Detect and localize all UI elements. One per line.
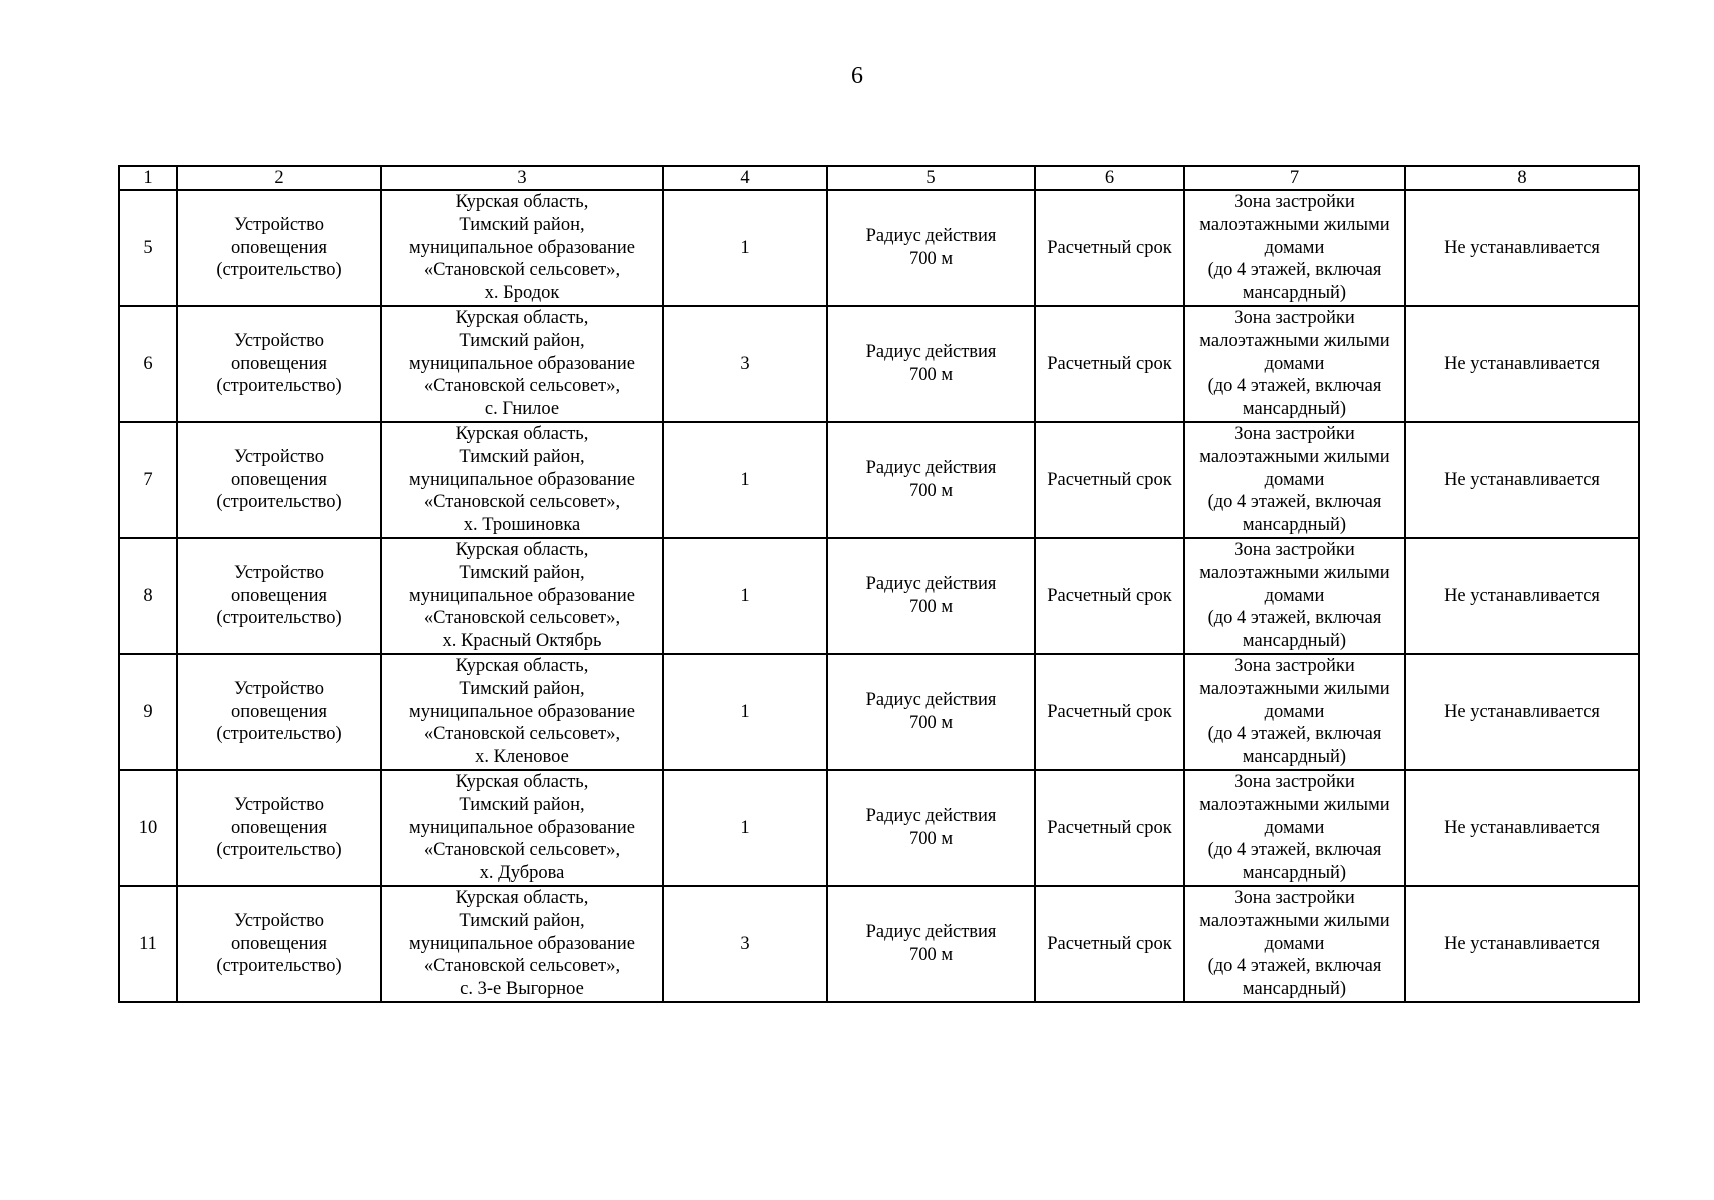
location-cell-line: с. 3-е Выгорное bbox=[460, 979, 584, 1000]
location-cell-line: муниципальное образование bbox=[408, 701, 635, 722]
term-cell: Расчетный срок bbox=[1035, 886, 1184, 1002]
characteristics-cell bbox=[827, 538, 1035, 654]
location-cell-line: х. Трошиновка bbox=[463, 515, 581, 536]
zone-cell-line: домами bbox=[1264, 353, 1325, 374]
location-cell-line: Тимский район, bbox=[459, 330, 585, 351]
location-cell bbox=[381, 538, 663, 654]
header-cell: 6 bbox=[1035, 166, 1184, 190]
quantity-cell: 3 bbox=[663, 886, 827, 1002]
object-cell-line: (строительство) bbox=[216, 260, 342, 281]
zone-cell-line: малоэтажными жилыми bbox=[1199, 678, 1390, 699]
location-cell-line: «Становской сельсовет», bbox=[423, 724, 621, 745]
location-cell-line: х. Бродок bbox=[484, 283, 560, 304]
location-cell-line: муниципальное образование bbox=[408, 585, 635, 606]
zone-cell-line: мансардный) bbox=[1242, 979, 1347, 1000]
zone-cell-line: (до 4 этажей, включая bbox=[1207, 724, 1382, 745]
restriction-cell: Не устанавливается bbox=[1405, 654, 1639, 770]
zone-cell bbox=[1184, 306, 1405, 422]
table-row bbox=[119, 422, 1639, 538]
header-cell: 3 bbox=[381, 166, 663, 190]
zone-cell-line: малоэтажными жилыми bbox=[1199, 214, 1390, 235]
zone-cell-line: Зона застройки bbox=[1234, 192, 1355, 212]
location-cell-line: Курская область, bbox=[455, 887, 589, 908]
facilities-table bbox=[118, 165, 1640, 1003]
characteristics-cell bbox=[827, 654, 1035, 770]
location-cell-line: Курская область, bbox=[455, 771, 589, 792]
restriction-cell: Не устанавливается bbox=[1405, 190, 1639, 306]
location-cell-line: х. Дуброва bbox=[479, 863, 565, 884]
term-cell: Расчетный срок bbox=[1035, 654, 1184, 770]
location-cell-line: муниципальное образование bbox=[408, 933, 635, 954]
object-cell-line: оповещения bbox=[230, 817, 327, 838]
characteristics-cell bbox=[827, 422, 1035, 538]
location-cell-line: Тимский район, bbox=[459, 794, 585, 815]
zone-cell bbox=[1184, 190, 1405, 306]
row-number-cell: 11 bbox=[119, 886, 177, 1002]
zone-cell-line: малоэтажными жилыми bbox=[1199, 446, 1390, 467]
object-cell-line: Устройство bbox=[234, 678, 324, 699]
zone-cell-line: домами bbox=[1264, 817, 1325, 838]
object-cell bbox=[177, 538, 381, 654]
restriction-cell: Не устанавливается bbox=[1405, 886, 1639, 1002]
characteristics-cell-line: 700 м bbox=[908, 364, 954, 385]
zone-cell-line: домами bbox=[1264, 933, 1325, 954]
characteristics-cell-line: Радиус действия bbox=[865, 806, 997, 827]
header-cell: 2 bbox=[177, 166, 381, 190]
location-cell-line: Тимский район, bbox=[459, 562, 585, 583]
location-cell-line: Курская область, bbox=[455, 192, 589, 212]
location-cell-line: х. Красный Октябрь bbox=[442, 631, 602, 652]
zone-cell bbox=[1184, 654, 1405, 770]
header-row bbox=[119, 166, 1639, 190]
zone-cell-line: (до 4 этажей, включая bbox=[1207, 376, 1382, 397]
quantity-cell: 1 bbox=[663, 538, 827, 654]
zone-cell-line: домами bbox=[1264, 701, 1325, 722]
quantity-cell: 1 bbox=[663, 770, 827, 886]
characteristics-cell-line: Радиус действия bbox=[865, 342, 997, 363]
zone-cell-line: мансардный) bbox=[1242, 863, 1347, 884]
object-cell-line: (строительство) bbox=[216, 956, 342, 977]
zone-cell-line: мансардный) bbox=[1242, 747, 1347, 768]
object-cell-line: Устройство bbox=[234, 214, 324, 235]
term-cell: Расчетный срок bbox=[1035, 306, 1184, 422]
characteristics-cell-line: Радиус действия bbox=[865, 574, 997, 595]
zone-cell-line: малоэтажными жилыми bbox=[1199, 330, 1390, 351]
table-row bbox=[119, 886, 1639, 1002]
row-number-cell: 8 bbox=[119, 538, 177, 654]
zone-cell bbox=[1184, 770, 1405, 886]
zone-cell-line: (до 4 этажей, включая bbox=[1207, 956, 1382, 977]
zone-cell bbox=[1184, 886, 1405, 1002]
object-cell-line: (строительство) bbox=[216, 840, 342, 861]
location-cell-line: х. Кленовое bbox=[475, 747, 569, 768]
location-cell-line: Тимский район, bbox=[459, 678, 585, 699]
term-cell: Расчетный срок bbox=[1035, 770, 1184, 886]
location-cell-line: муниципальное образование bbox=[408, 353, 635, 374]
zone-cell-line: Зона застройки bbox=[1234, 539, 1355, 560]
zone-cell-line: (до 4 этажей, включая bbox=[1207, 840, 1382, 861]
characteristics-cell-line: 700 м bbox=[908, 828, 954, 849]
quantity-cell: 1 bbox=[663, 654, 827, 770]
characteristics-cell-line: 700 м bbox=[908, 480, 954, 501]
zone-cell-line: домами bbox=[1264, 585, 1325, 606]
restriction-cell: Не устанавливается bbox=[1405, 538, 1639, 654]
object-cell-line: Устройство bbox=[234, 330, 324, 351]
location-cell-line: «Становской сельсовет», bbox=[423, 956, 621, 977]
characteristics-cell bbox=[827, 886, 1035, 1002]
object-cell-line: оповещения bbox=[230, 585, 327, 606]
location-cell-line: «Становской сельсовет», bbox=[423, 840, 621, 861]
location-cell bbox=[381, 190, 663, 306]
quantity-cell: 1 bbox=[663, 422, 827, 538]
location-cell-line: «Становской сельсовет», bbox=[423, 376, 621, 397]
characteristics-cell bbox=[827, 190, 1035, 306]
location-cell-line: «Становской сельсовет», bbox=[423, 608, 621, 629]
restriction-cell: Не устанавливается bbox=[1405, 770, 1639, 886]
object-cell bbox=[177, 306, 381, 422]
quantity-cell: 1 bbox=[663, 190, 827, 306]
zone-cell-line: малоэтажными жилыми bbox=[1199, 910, 1390, 931]
object-cell-line: Устройство bbox=[234, 910, 324, 931]
object-cell-line: оповещения bbox=[230, 237, 327, 258]
object-cell-line: (строительство) bbox=[216, 492, 342, 513]
object-cell-line: Устройство bbox=[234, 794, 324, 815]
characteristics-cell-line: Радиус действия bbox=[865, 690, 997, 711]
characteristics-cell-line: Радиус действия bbox=[865, 922, 997, 943]
location-cell-line: Курская область, bbox=[455, 539, 589, 560]
header-cell: 4 bbox=[663, 166, 827, 190]
characteristics-cell-line: 700 м bbox=[908, 248, 954, 269]
term-cell: Расчетный срок bbox=[1035, 422, 1184, 538]
zone-cell bbox=[1184, 538, 1405, 654]
location-cell bbox=[381, 770, 663, 886]
object-cell bbox=[177, 654, 381, 770]
table-row bbox=[119, 538, 1639, 654]
term-cell: Расчетный срок bbox=[1035, 538, 1184, 654]
location-cell-line: «Становской сельсовет», bbox=[423, 260, 621, 281]
characteristics-cell-line: Радиус действия bbox=[865, 226, 997, 247]
location-cell bbox=[381, 654, 663, 770]
zone-cell-line: мансардный) bbox=[1242, 283, 1347, 304]
object-cell-line: (строительство) bbox=[216, 724, 342, 745]
location-cell-line: Тимский район, bbox=[459, 910, 585, 931]
location-cell-line: муниципальное образование bbox=[408, 469, 635, 490]
location-cell-line: Курская область, bbox=[455, 307, 589, 328]
location-cell-line: Курская область, bbox=[455, 655, 589, 676]
zone-cell-line: Зона застройки bbox=[1234, 655, 1355, 676]
zone-cell bbox=[1184, 422, 1405, 538]
table-row bbox=[119, 190, 1639, 306]
location-cell bbox=[381, 886, 663, 1002]
object-cell-line: Устройство bbox=[234, 562, 324, 583]
object-cell-line: оповещения bbox=[230, 933, 327, 954]
location-cell-line: Тимский район, bbox=[459, 214, 585, 235]
quantity-cell: 3 bbox=[663, 306, 827, 422]
object-cell-line: (строительство) bbox=[216, 608, 342, 629]
zone-cell-line: Зона застройки bbox=[1234, 307, 1355, 328]
location-cell-line: с. Гнилое bbox=[484, 399, 560, 420]
row-number-cell: 7 bbox=[119, 422, 177, 538]
object-cell bbox=[177, 190, 381, 306]
zone-cell-line: домами bbox=[1264, 237, 1325, 258]
object-cell-line: Устройство bbox=[234, 446, 324, 467]
table-row bbox=[119, 654, 1639, 770]
header-cell: 5 bbox=[827, 166, 1035, 190]
zone-cell-line: мансардный) bbox=[1242, 399, 1347, 420]
characteristics-cell-line: 700 м bbox=[908, 596, 954, 617]
zone-cell-line: Зона застройки bbox=[1234, 771, 1355, 792]
characteristics-cell-line: 700 м bbox=[908, 712, 954, 733]
zone-cell-line: домами bbox=[1264, 469, 1325, 490]
object-cell bbox=[177, 886, 381, 1002]
row-number-cell: 10 bbox=[119, 770, 177, 886]
zone-cell-line: Зона застройки bbox=[1234, 887, 1355, 908]
object-cell bbox=[177, 422, 381, 538]
location-cell-line: «Становской сельсовет», bbox=[423, 492, 621, 513]
header-cell: 8 bbox=[1405, 166, 1639, 190]
object-cell-line: (строительство) bbox=[216, 376, 342, 397]
zone-cell-line: (до 4 этажей, включая bbox=[1207, 492, 1382, 513]
header-cell: 7 bbox=[1184, 166, 1405, 190]
location-cell-line: муниципальное образование bbox=[408, 237, 635, 258]
characteristics-cell bbox=[827, 306, 1035, 422]
object-cell-line: оповещения bbox=[230, 701, 327, 722]
page-number: 6 bbox=[851, 63, 863, 89]
row-number-cell: 5 bbox=[119, 190, 177, 306]
zone-cell-line: малоэтажными жилыми bbox=[1199, 562, 1390, 583]
location-cell-line: муниципальное образование bbox=[408, 817, 635, 838]
zone-cell-line: (до 4 этажей, включая bbox=[1207, 260, 1382, 281]
location-cell-line: Курская область, bbox=[455, 423, 589, 444]
location-cell-line: Тимский район, bbox=[459, 446, 585, 467]
restriction-cell: Не устанавливается bbox=[1405, 422, 1639, 538]
term-cell: Расчетный срок bbox=[1035, 190, 1184, 306]
table-row bbox=[119, 770, 1639, 886]
table-row bbox=[119, 306, 1639, 422]
zone-cell-line: малоэтажными жилыми bbox=[1199, 794, 1390, 815]
header-cell: 1 bbox=[119, 166, 177, 190]
zone-cell-line: мансардный) bbox=[1242, 631, 1347, 652]
row-number-cell: 6 bbox=[119, 306, 177, 422]
object-cell-line: оповещения bbox=[230, 469, 327, 490]
zone-cell-line: мансардный) bbox=[1242, 515, 1347, 536]
object-cell-line: оповещения bbox=[230, 353, 327, 374]
characteristics-cell-line: Радиус действия bbox=[865, 458, 997, 479]
location-cell bbox=[381, 306, 663, 422]
table-body bbox=[119, 190, 1639, 1002]
zone-cell-line: Зона застройки bbox=[1234, 423, 1355, 444]
zone-cell-line: (до 4 этажей, включая bbox=[1207, 608, 1382, 629]
characteristics-cell-line: 700 м bbox=[908, 944, 954, 965]
location-cell bbox=[381, 422, 663, 538]
row-number-cell: 9 bbox=[119, 654, 177, 770]
object-cell bbox=[177, 770, 381, 886]
restriction-cell: Не устанавливается bbox=[1405, 306, 1639, 422]
characteristics-cell bbox=[827, 770, 1035, 886]
